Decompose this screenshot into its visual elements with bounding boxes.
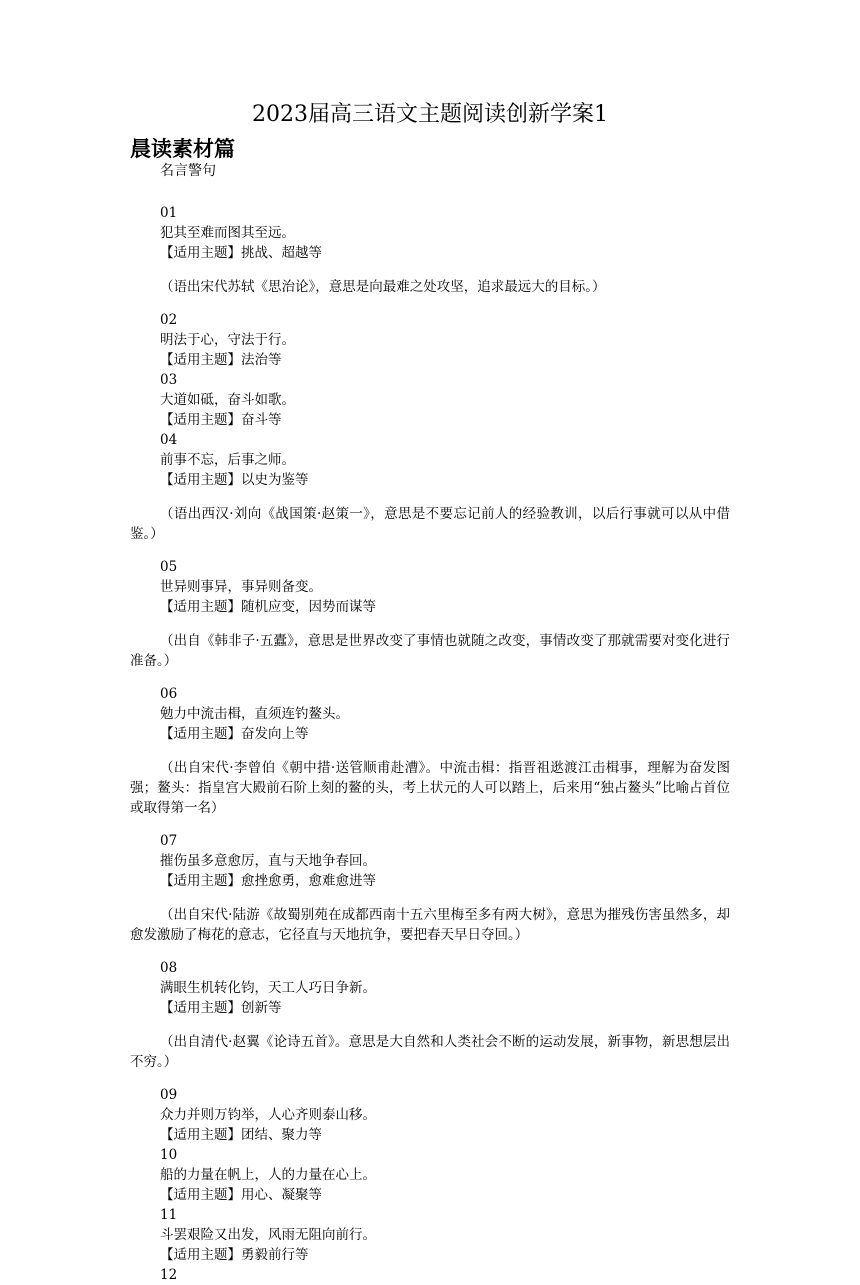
source-note: （出自《韩非子·五蠹》，意思是世界改变了事情也就随之改变，事情改变了那就需要对变化进行准备。） bbox=[130, 632, 730, 669]
quote-list bbox=[130, 203, 730, 1285]
quote-text: 犯其至难而图其至远。 bbox=[160, 225, 295, 241]
theme-label: 【适用主题】挑战、超越等 bbox=[160, 245, 322, 261]
quote-text: 大道如砥，奋斗如歌。 bbox=[160, 392, 295, 408]
quote-entry bbox=[130, 370, 730, 430]
quote-entry bbox=[130, 203, 730, 297]
quote-text: 前事不忘，后事之师。 bbox=[160, 452, 295, 468]
theme-label: 【适用主题】随机应变，因势而谋等 bbox=[160, 599, 376, 615]
quote-entry bbox=[130, 310, 730, 370]
quote-entry bbox=[130, 557, 730, 671]
entry-number: 07 bbox=[160, 833, 178, 849]
source-note: （语出西汉·刘向《战国策·赵策一》，意思是不要忘记前人的经验教训，以后行事就可以从中借鉴。） bbox=[130, 505, 730, 542]
quote-text: 满眼生机转化钧，天工人巧日争新。 bbox=[160, 980, 376, 996]
quote-entry bbox=[130, 684, 730, 818]
section-heading: 晨读素材篇 bbox=[130, 137, 235, 161]
theme-label: 【适用主题】法治等 bbox=[160, 352, 282, 368]
quote-entry bbox=[130, 831, 730, 945]
quote-text: 斗罢艰险又出发，风雨无阻向前行。 bbox=[160, 1227, 376, 1243]
quote-entry bbox=[130, 1145, 730, 1205]
entry-number: 08 bbox=[160, 960, 178, 976]
quote-entry bbox=[130, 1265, 730, 1285]
source-note: （出自宋代·陆游《故蜀别苑在成都西南十五六里梅至多有两大树》，意思为摧残伤害虽然多，却愈发激励了梅花的意志，它径直与天地抗争，要把春天早日夺回。） bbox=[130, 906, 730, 943]
theme-label: 【适用主题】创新等 bbox=[160, 1000, 282, 1016]
theme-label: 【适用主题】团结、聚力等 bbox=[160, 1127, 322, 1143]
quote-entry bbox=[130, 1205, 730, 1265]
entry-number: 03 bbox=[160, 372, 178, 388]
document-title: 2023届高三语文主题阅读创新学案1 bbox=[252, 102, 608, 127]
entry-number: 06 bbox=[160, 686, 178, 702]
entry-number: 04 bbox=[160, 432, 178, 448]
quote-entry bbox=[130, 958, 730, 1072]
quote-entry bbox=[130, 1085, 730, 1145]
subheading: 名言警句 bbox=[160, 163, 216, 179]
theme-label: 【适用主题】用心、凝聚等 bbox=[160, 1187, 322, 1203]
theme-label: 【适用主题】勇毅前行等 bbox=[160, 1247, 309, 1263]
quote-text: 众力并则万钧举，人心齐则泰山移。 bbox=[160, 1107, 376, 1123]
quote-entry bbox=[130, 430, 730, 544]
quote-text: 世异则事异，事异则备变。 bbox=[160, 579, 322, 595]
quote-text: 勉力中流击楫，直须连钓鳌头。 bbox=[160, 706, 349, 722]
theme-label: 【适用主题】以史为鉴等 bbox=[160, 472, 309, 488]
entry-number: 02 bbox=[160, 312, 178, 328]
quote-text: 摧伤虽多意愈厉，直与天地争春回。 bbox=[160, 853, 376, 869]
entry-number: 10 bbox=[160, 1147, 178, 1163]
source-note: （出自宋代·李曾伯《朝中措·送管顺甫赴漕》。中流击楫：指晋祖逖渡江击楫事，理解为奋发图强；鳌头：指皇宫大殿前石阶上刻的鳌的头，考上状元的人可以踏上，后来用“独占鳌头”比喻占首位或取得第一名） bbox=[130, 759, 730, 816]
quote-text: 船的力量在帆上，人的力量在心上。 bbox=[160, 1167, 376, 1183]
entry-number: 12 bbox=[160, 1267, 178, 1283]
source-note: （语出宋代苏轼《思治论》，意思是向最难之处攻坚，追求最远大的目标。） bbox=[160, 278, 606, 295]
quote-text: 明法于心，守法于行。 bbox=[160, 332, 295, 348]
theme-label: 【适用主题】奋发向上等 bbox=[160, 726, 309, 742]
source-note: （出自清代·赵翼《论诗五首》。意思是大自然和人类社会不断的运动发展，新事物，新思想层出不穷。） bbox=[130, 1033, 730, 1070]
theme-label: 【适用主题】愈挫愈勇，愈难愈进等 bbox=[160, 873, 376, 889]
entry-number: 09 bbox=[160, 1087, 178, 1103]
entry-number: 11 bbox=[160, 1207, 178, 1223]
entry-number: 01 bbox=[160, 205, 178, 221]
entry-number: 05 bbox=[160, 559, 178, 575]
theme-label: 【适用主题】奋斗等 bbox=[160, 412, 282, 428]
